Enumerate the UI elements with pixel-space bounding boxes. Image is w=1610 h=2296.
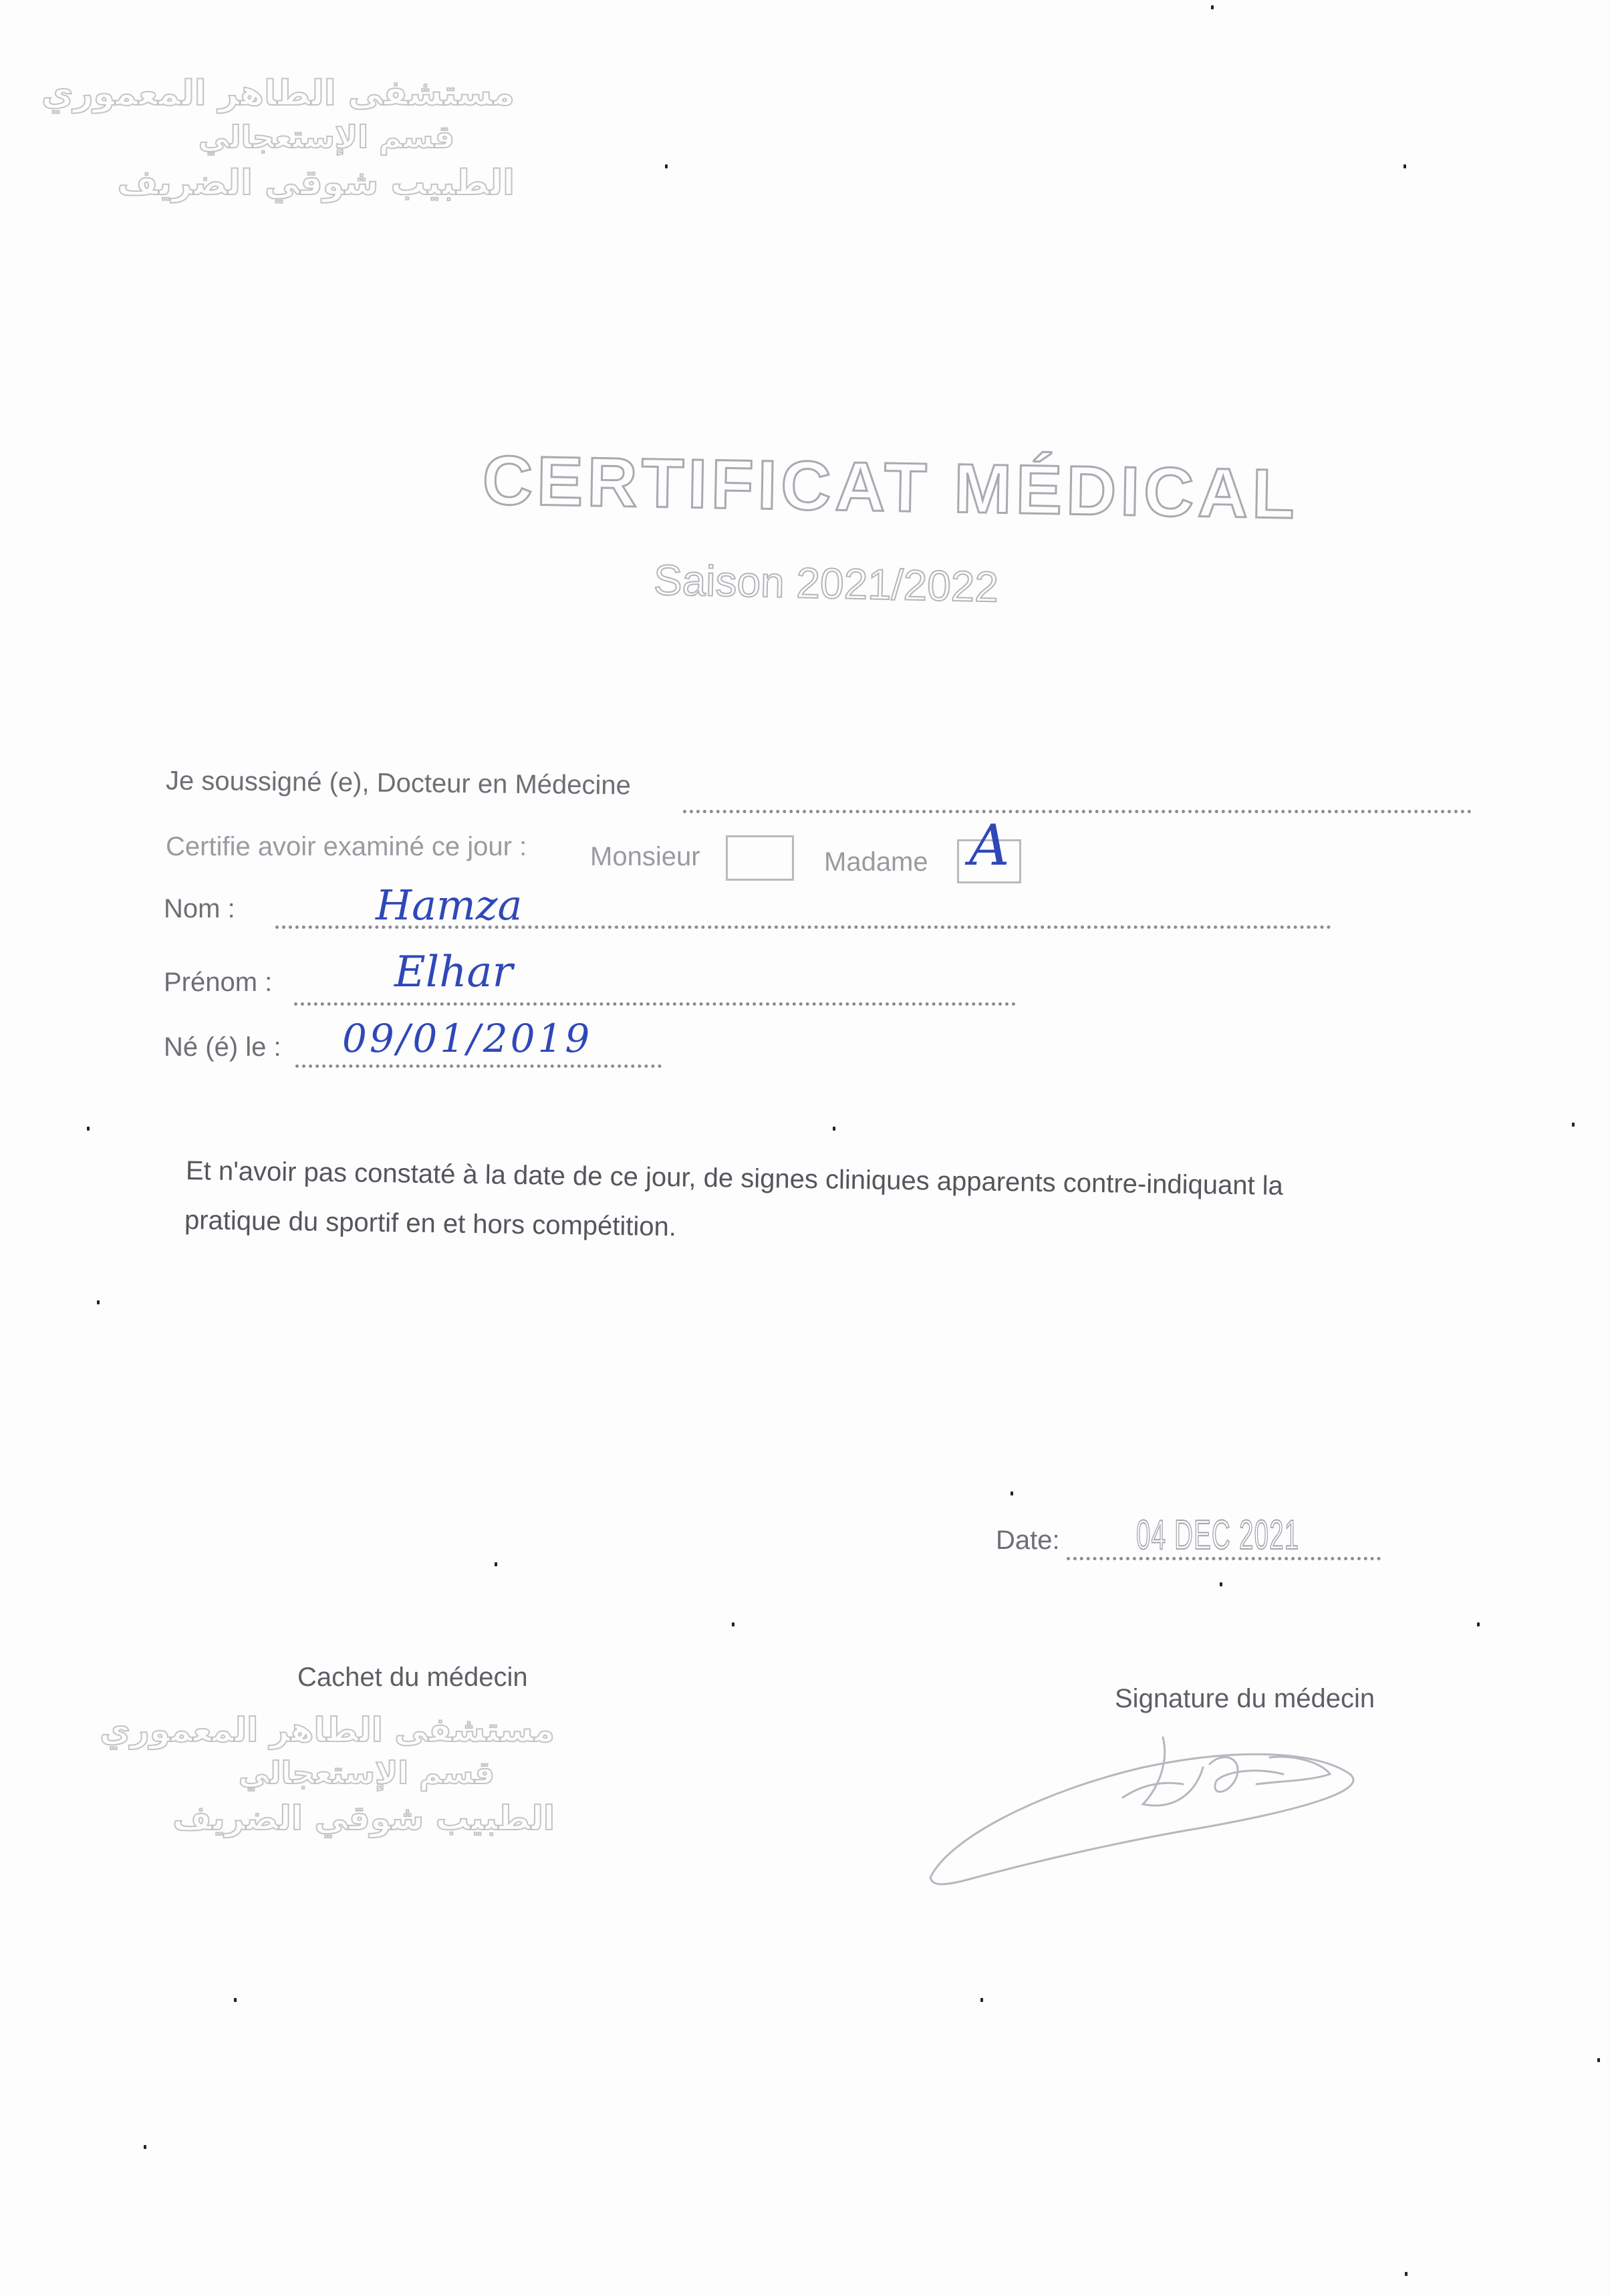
doctor-signature xyxy=(922,1711,1377,1891)
madame-label: Madame xyxy=(824,847,928,877)
certificate-title: CERTIFICAT MÉDICAL xyxy=(481,442,1299,534)
signature-label: Signature du médecin xyxy=(1115,1684,1375,1713)
prenom-handwritten-value: Elhar xyxy=(394,948,513,997)
scan-speck xyxy=(1572,1123,1575,1127)
season-subtitle: Saison 2021/2022 xyxy=(653,555,999,611)
prenom-dotted-line xyxy=(294,1002,1016,1006)
header-stamp-line-3: الطبيب شوقي الضريف xyxy=(117,163,515,203)
scan-speck xyxy=(234,1998,237,2002)
prenom-label: Prénom : xyxy=(164,968,273,997)
madame-check-mark: A xyxy=(969,813,1010,878)
cachet-label: Cachet du médecin xyxy=(297,1663,528,1692)
cachet-stamp-line-1: مستشفى الطاهر المعموري xyxy=(100,1711,555,1749)
birthdate-label: Né (é) le : xyxy=(164,1032,281,1062)
scan-speck xyxy=(1597,2058,1600,2062)
header-stamp xyxy=(41,74,515,221)
date-label: Date: xyxy=(996,1526,1060,1555)
certify-label: Certifie avoir examiné ce jour : xyxy=(166,832,527,861)
scan-speck xyxy=(1011,1491,1013,1495)
doctor-label: Je soussigné (e), Docteur en Médecine xyxy=(165,766,632,801)
doctor-dotted-line xyxy=(683,810,1472,813)
scan-speck xyxy=(144,2145,146,2149)
scan-speck xyxy=(1403,164,1406,168)
scan-speck xyxy=(833,1127,835,1131)
scan-speck xyxy=(1405,2272,1407,2276)
cachet-stamp-line-2: قسم الإستعجالي xyxy=(238,1755,495,1791)
scan-speck xyxy=(665,164,668,168)
monsieur-checkbox[interactable] xyxy=(726,835,794,881)
scan-speck xyxy=(1477,1622,1480,1626)
scan-speck xyxy=(97,1300,100,1304)
nom-handwritten-value: Hamza xyxy=(376,881,523,929)
birthdate-handwritten-value: 09/01/2019 xyxy=(342,1016,593,1061)
scan-speck xyxy=(495,1562,497,1566)
header-stamp-line-2: قسم الإستعجالي xyxy=(198,119,454,155)
monsieur-label: Monsieur xyxy=(590,842,700,871)
scan-speck xyxy=(87,1127,90,1131)
statement-line-2: pratique du sportif en et hors compétition. xyxy=(184,1205,677,1242)
cachet-stamp-line-3: الطبيب شوقي الضريف xyxy=(172,1799,555,1838)
scan-speck xyxy=(1220,1582,1222,1586)
birthdate-dotted-line xyxy=(295,1064,662,1068)
header-stamp-line-1: مستشفى الطاهر المعموري xyxy=(41,74,515,114)
scan-speck xyxy=(732,1622,734,1626)
date-stamp: 04 DEC 2021 xyxy=(1136,1512,1300,1558)
scan-speck xyxy=(980,1998,983,2002)
cachet-stamp xyxy=(100,1711,555,1858)
statement-line-1: Et n'avoir pas constaté à la date de ce jour, de signes cliniques apparents contre-indiquant la xyxy=(185,1156,1284,1201)
scan-speck xyxy=(1211,5,1214,9)
nom-label: Nom : xyxy=(164,894,235,923)
